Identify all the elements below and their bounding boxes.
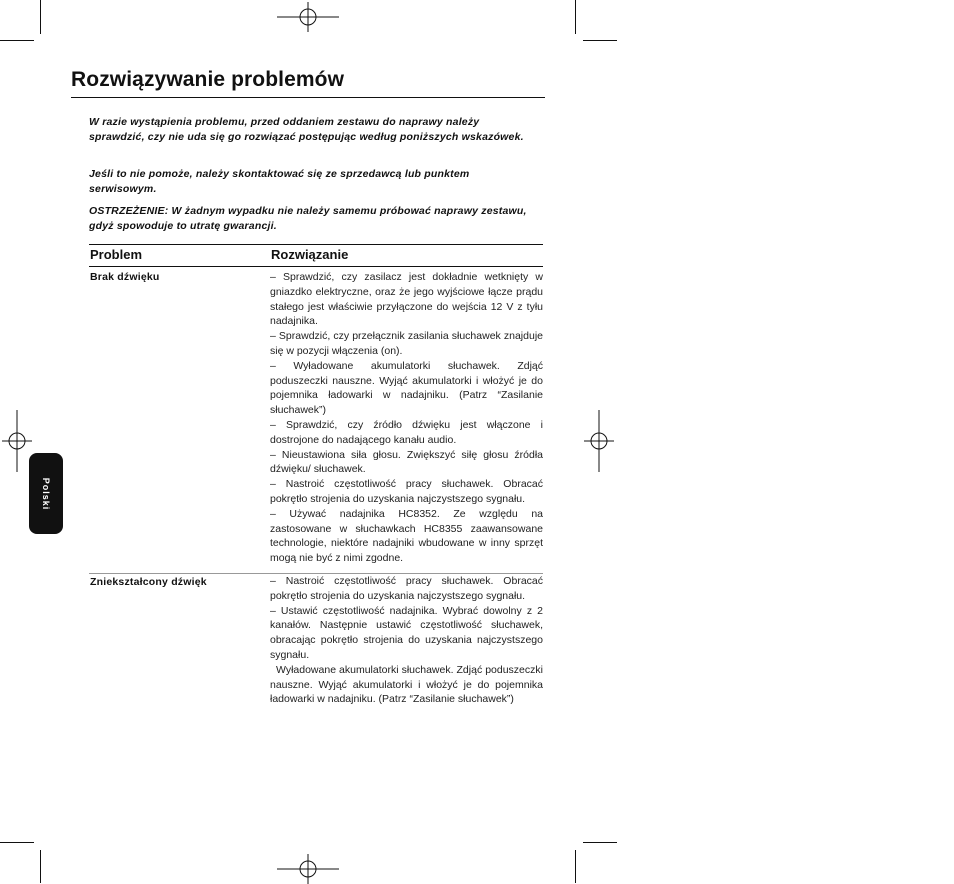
solution-item: – Nastroić częstotliwość pracy słuchawek. Obracać pokrętło strojenia do uzyskania najczystszego sygnału. xyxy=(270,575,543,602)
crop-mark xyxy=(0,40,34,41)
language-tab-label: Polski xyxy=(41,477,51,510)
solution-item: – Nastroić częstotliwość pracy słuchawek. Obracać pokrętło strojenia do uzyskania najczystszego sygnału. xyxy=(270,478,543,505)
registration-mark-icon xyxy=(277,2,339,32)
solution-item: – Używać nadajnika HC8352. Ze względu na zastosowane w słuchawkach HC8355 zaawansowane technologie, niektóre nadajniki wbudowane w inny sprzęt mogą nie być z nimi zgodne. xyxy=(270,507,543,565)
column-header-problem: Problem xyxy=(90,247,143,262)
solution-list xyxy=(270,270,543,566)
table-top-rule xyxy=(89,244,543,245)
crop-mark xyxy=(0,842,34,843)
table-header-rule xyxy=(89,266,543,267)
crop-mark xyxy=(40,0,41,34)
solution-item: – Nieustawiona siła głosu. Zwiększyć siłę głosu źródła dźwięku/ słuchawek. xyxy=(270,448,543,476)
problem-label: Zniekształcony dźwięk xyxy=(90,576,207,588)
crop-mark xyxy=(575,0,576,34)
intro-paragraph: W razie wystąpienia problemu, przed oddaniem zestawu do naprawy należy sprawdzić, czy nie uda się go rozwiązać postępując według poniższych wskazówek. xyxy=(89,116,524,143)
solution-item: – Sprawdzić, czy źródło dźwięku jest włączone i dostrojone do nadającego kanału audio. xyxy=(270,418,543,446)
warning-paragraph: OSTRZEŻENIE: W żadnym wypadku nie należy samemu próbować naprawy zestawu, gdyż spowoduje to utratę gwarancji. xyxy=(89,205,527,232)
crop-mark xyxy=(583,40,617,41)
intro-paragraph: Jeśli to nie pomoże, należy skontaktować się ze sprzedawcą lub punktem serwisowym. xyxy=(89,168,470,195)
crop-mark xyxy=(40,850,41,883)
title-rule xyxy=(71,97,545,98)
column-header-solution: Rozwiązanie xyxy=(271,247,349,262)
solution-item: – Ustawić częstotliwość nadajnika. Wybrać dowolny z 2 kanałów. Następnie ustawić częstotliwość słuchawek, obracając pokrętło strojenia do uzyskania najczystszego sygnału. xyxy=(270,604,543,661)
registration-mark-icon xyxy=(2,410,32,472)
problem-label: Brak dźwięku xyxy=(90,271,160,283)
registration-mark-icon xyxy=(584,410,614,472)
solution-list xyxy=(270,574,546,707)
solution-item: Wyładowane akumulatorki słuchawek. Zdjąć poduszeczki nauszne. Wyjąć akumulatorki i włożyć je do pojemnika ładowarki w nadajniku. (Patrz “Zasilanie słuchawek”) xyxy=(270,663,546,706)
page-title: Rozwiązywanie problemów xyxy=(71,68,345,91)
solution-item: – Wyładowane akumulatorki słuchawek. Zdjąć poduszeczki nauszne. Wyjąć akumulatorki i włożyć je do pojemnika ładowarki w nadajniku. (Patrz “Zasilanie słuchawek”) xyxy=(270,359,543,417)
crop-mark xyxy=(575,850,576,883)
registration-mark-icon xyxy=(277,854,339,884)
solution-item: – Sprawdzić, czy przełącznik zasilania słuchawek znajduje się w pozycji włączenia (on). xyxy=(270,330,543,357)
crop-mark xyxy=(583,842,617,843)
language-tab xyxy=(29,453,63,534)
solution-item: – Sprawdzić, czy zasilacz jest dokładnie wetknięty w gniazdko elektryczne, oraz że jego wyjściowe łącze prądu stałego jest właściwie przyłączone do wejścia 12 V z tyłu nadajnika. xyxy=(270,271,543,328)
